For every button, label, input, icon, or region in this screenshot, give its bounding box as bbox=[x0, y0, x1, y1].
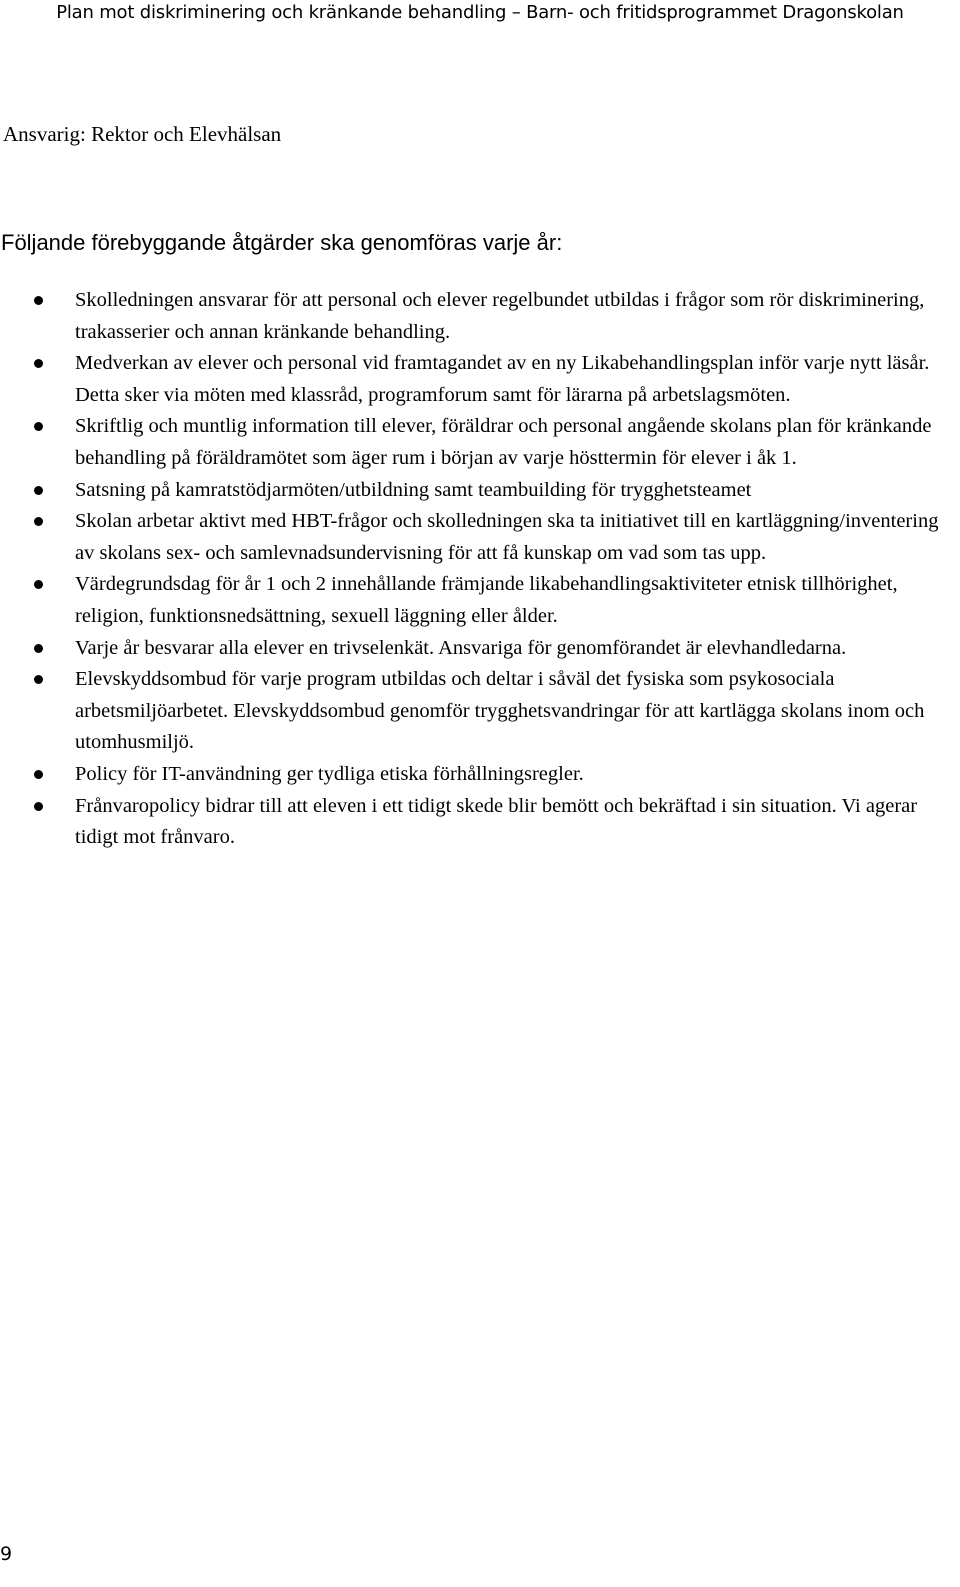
list-item-text: Skriftlig och muntlig information till elever, föräldrar och personal angående skolans plan för kränkande behandling på föräldramötet som äger rum i början av varje hösttermin för elever i åk 1. bbox=[75, 415, 932, 469]
list-item bbox=[0, 633, 960, 665]
list-item-text: Satsning på kamratstödjarmöten/utbildning samt teambuilding för trygghetsteamet bbox=[75, 478, 752, 501]
list-item-text: Frånvaropolicy bidrar till att eleven i ett tidigt skede blir bemött och bekräftad i sin situation. Vi agerar tidigt mot frånvaro. bbox=[75, 794, 918, 849]
list-item bbox=[0, 569, 960, 632]
list-item bbox=[0, 411, 960, 474]
bullet-icon bbox=[34, 770, 43, 779]
bullet-icon bbox=[34, 675, 43, 684]
page-number: 9 bbox=[0, 1543, 13, 1565]
list-item bbox=[0, 664, 960, 759]
list-item bbox=[0, 475, 960, 507]
bullet-icon bbox=[34, 422, 43, 431]
list-item-text: Skolledningen ansvarar för att personal och elever regelbundet utbildas i frågor som rör diskriminering, trakasserier och annan kränkande behandling. bbox=[75, 289, 925, 343]
list-item-text: Skolan arbetar aktivt med HBT-frågor och skolledningen ska ta initiativet till en kartläggning/inventering av skolans sex- och samlevnadsundervisning för att få kunskap om vad som tas upp. bbox=[75, 510, 939, 564]
list-item bbox=[0, 506, 960, 569]
bullet-icon bbox=[34, 359, 43, 368]
measures-list bbox=[0, 285, 960, 854]
bullet-icon bbox=[34, 296, 43, 305]
list-item-text: Policy för IT-användning ger tydliga etiska förhållningsregler. bbox=[75, 762, 584, 785]
list-item-text: Varje år besvarar alla elever en trivselenkät. Ansvariga för genomförandet är elevhandledarna. bbox=[75, 636, 847, 659]
list-item-text: Medverkan av elever och personal vid framtagandet av en ny Likabehandlingsplan inför varje nytt läsår. Detta sker via möten med klassråd, programforum samt för lärarna på arbetslagsmöten. bbox=[75, 352, 930, 406]
list-item-text: Värdegrundsdag för år 1 och 2 innehållande främjande likabehandlingsaktiviteter etnisk tillhörighet, religion, funktionsnedsättning, sexuell läggning eller ålder. bbox=[75, 573, 898, 627]
responsible-line: Ansvarig: Rektor och Elevhälsan bbox=[3, 122, 282, 146]
bullet-icon bbox=[34, 802, 43, 811]
page-header: Plan mot diskriminering och kränkande behandling – Barn- och fritidsprogrammet Dragonskolan bbox=[56, 2, 904, 23]
bullet-icon bbox=[34, 644, 43, 653]
bullet-icon bbox=[34, 517, 43, 526]
list-item-text: Elevskyddsombud för varje program utbildas och deltar i såväl det fysiska som psykosociala arbetsmiljöarbetet. Elevskyddsombud genomför trygghetsvandringar för att kartlägga skolans inom och utomhusmiljö. bbox=[75, 668, 925, 754]
list-item bbox=[0, 759, 960, 791]
list-item bbox=[0, 791, 960, 854]
section-heading: Följande förebyggande åtgärder ska genomföras varje år: bbox=[1, 230, 563, 255]
bullet-icon bbox=[34, 580, 43, 589]
bullet-icon bbox=[34, 486, 43, 495]
list-item bbox=[0, 348, 960, 411]
list-item bbox=[0, 285, 960, 348]
